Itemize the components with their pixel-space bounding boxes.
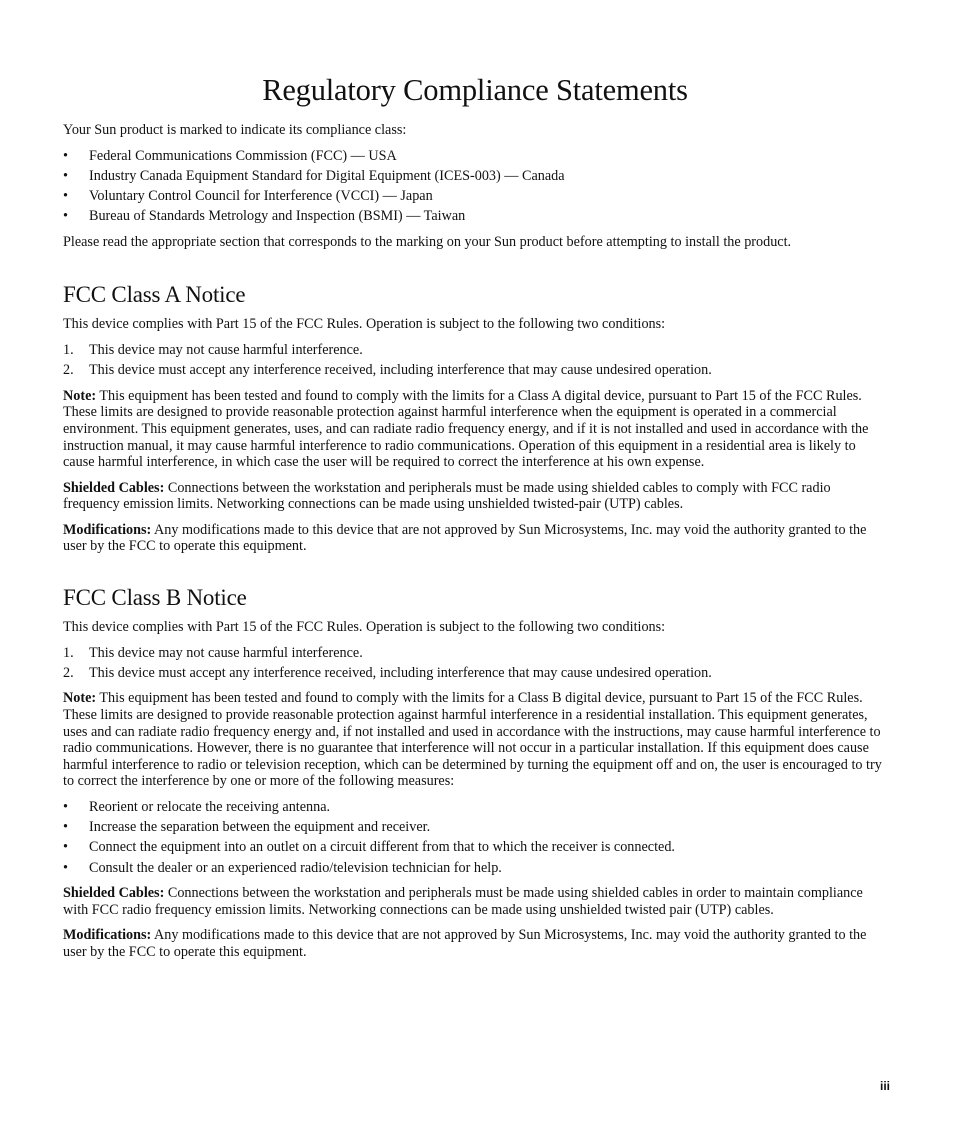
list-item-text: Consult the dealer or an experienced radio/television technician for help. xyxy=(89,859,502,876)
modifications-text: Any modifications made to this device that are not approved by Sun Microsystems, Inc. may void the authority granted to the user by the FCC to operate this equipment. xyxy=(63,927,867,960)
conditions-intro: This device complies with Part 15 of the FCC Rules. Operation is subject to the following two conditions: xyxy=(63,619,666,636)
page-title: Regulatory Compliance Statements xyxy=(262,73,688,107)
list-item-text: Reorient or relocate the receiving antenna. xyxy=(89,799,331,815)
note-paragraph xyxy=(63,388,887,471)
note-paragraph xyxy=(63,690,887,790)
bullet: • xyxy=(63,839,68,856)
conditions-list xyxy=(63,645,887,682)
list-item xyxy=(63,208,887,225)
list-item xyxy=(63,799,887,816)
bullet: • xyxy=(63,819,68,836)
list-number: 2. xyxy=(63,362,74,379)
list-item xyxy=(63,188,887,205)
measures-list xyxy=(63,799,887,876)
page-number: iii xyxy=(879,1079,890,1093)
note-text: This equipment has been tested and found to comply with the limits for a Class B digital device, pursuant to Part 15 of the FCC Rules. These limits are designed to provide reasonable protection against harmful interference in a residential installation. This equipment generates, uses and can radiate radio frequency energy and, if not installed and used in accordance with the instructions, may cause harmful interference to radio communications. However, there is no guarantee that interference will not occur in a particular installation. If this equipment does cause harmful interference to radio or television reception, which can be determined by turning the equipment off and on, the user is encouraged to try to correct the interference by one or more of the following measures: xyxy=(63,690,882,790)
fcc-class-b-section xyxy=(63,584,887,960)
shielded-cables-paragraph xyxy=(63,480,887,513)
list-item xyxy=(63,148,887,165)
list-item xyxy=(63,362,887,379)
list-number: 2. xyxy=(63,664,74,681)
bullet: • xyxy=(63,167,68,184)
section-heading: FCC Class B Notice xyxy=(63,585,247,611)
conditions-intro: This device complies with Part 15 of the FCC Rules. Operation is subject to the following two conditions: xyxy=(63,316,666,333)
shielded-cables-label: Shielded Cables: xyxy=(63,479,165,496)
shielded-cables-label: Shielded Cables: xyxy=(63,885,165,902)
list-item xyxy=(63,665,887,682)
document-page xyxy=(63,64,887,970)
note-text: This equipment has been tested and found to comply with the limits for a Class A digital device, pursuant to Part 15 of the FCC Rules. These limits are designed to provide reasonable protection against harmful interference when the equipment is operated in a commercial environment. This equipment generates, uses, and can radiate radio frequency energy, and if it is not installed and used in accordance with the instruction manual, it may cause harmful interference to radio communications. Operation of this equipment in a residential area is likely to cause harmful interference, in which case the user will be required to correct the interference at his own expense. xyxy=(63,387,869,471)
note-label: Note: xyxy=(63,387,97,404)
shielded-cables-text: Connections between the workstation and peripherals must be made using shielded cables to comply with FCC radio frequency emission limits. Networking connections can be made using unshielded twisted-pair (UTP) cables. xyxy=(63,479,831,513)
list-item-text: Increase the separation between the equipment and receiver. xyxy=(89,819,431,836)
list-item-text: This device must accept any interference received, including interference that may cause undesired operation. xyxy=(89,362,712,379)
list-item-text: Connect the equipment into an outlet on a circuit different from that to which the receiver is connected. xyxy=(89,839,675,856)
bullet: • xyxy=(63,859,68,876)
note-label: Note: xyxy=(63,690,97,707)
modifications-paragraph xyxy=(63,522,887,555)
modifications-paragraph xyxy=(63,927,887,960)
read-note-paragraph: Please read the appropriate section that corresponds to the marking on your Sun product before attempting to install the product. xyxy=(63,233,792,250)
modifications-label: Modifications: xyxy=(63,927,152,944)
list-item-text: Bureau of Standards Metrology and Inspection (BSMI) — Taiwan xyxy=(89,208,466,225)
modifications-text: Any modifications made to this device that are not approved by Sun Microsystems, Inc. may void the authority granted to the user by the FCC to operate this equipment. xyxy=(63,521,867,555)
list-number: 1. xyxy=(63,341,74,358)
list-item xyxy=(63,342,887,359)
compliance-class-list xyxy=(63,148,887,225)
list-number: 1. xyxy=(63,644,74,661)
bullet: • xyxy=(63,799,68,815)
list-item-text: Voluntary Control Council for Interference (VCCI) — Japan xyxy=(89,187,433,204)
shielded-cables-text: Connections between the workstation and peripherals must be made using shielded cables in order to maintain compliance with FCC radio frequency emission limits. Networking connections can be made using unshielded twisted pair (UTP) cables. xyxy=(63,885,863,918)
list-item xyxy=(63,819,887,836)
list-item-text: This device must accept any interference received, including interference that may cause undesired operation. xyxy=(89,664,712,681)
list-item-text: This device may not cause harmful interference. xyxy=(89,341,363,358)
list-item xyxy=(63,860,887,877)
modifications-label: Modifications: xyxy=(63,521,152,538)
list-item xyxy=(63,839,887,856)
bullet: • xyxy=(63,208,68,225)
list-item-text: Industry Canada Equipment Standard for Digital Equipment (ICES-003) — Canada xyxy=(89,167,565,184)
list-item-text: Federal Communications Commission (FCC) — USA xyxy=(89,147,397,164)
conditions-list xyxy=(63,342,887,379)
list-item xyxy=(63,645,887,662)
shielded-cables-paragraph xyxy=(63,885,887,918)
list-item xyxy=(63,168,887,185)
bullet: • xyxy=(63,147,68,164)
fcc-class-a-section xyxy=(63,281,887,555)
list-item-text: This device may not cause harmful interference. xyxy=(89,644,363,661)
bullet: • xyxy=(63,187,68,204)
section-heading: FCC Class A Notice xyxy=(63,282,246,308)
intro-paragraph: Your Sun product is marked to indicate its compliance class: xyxy=(63,122,407,138)
